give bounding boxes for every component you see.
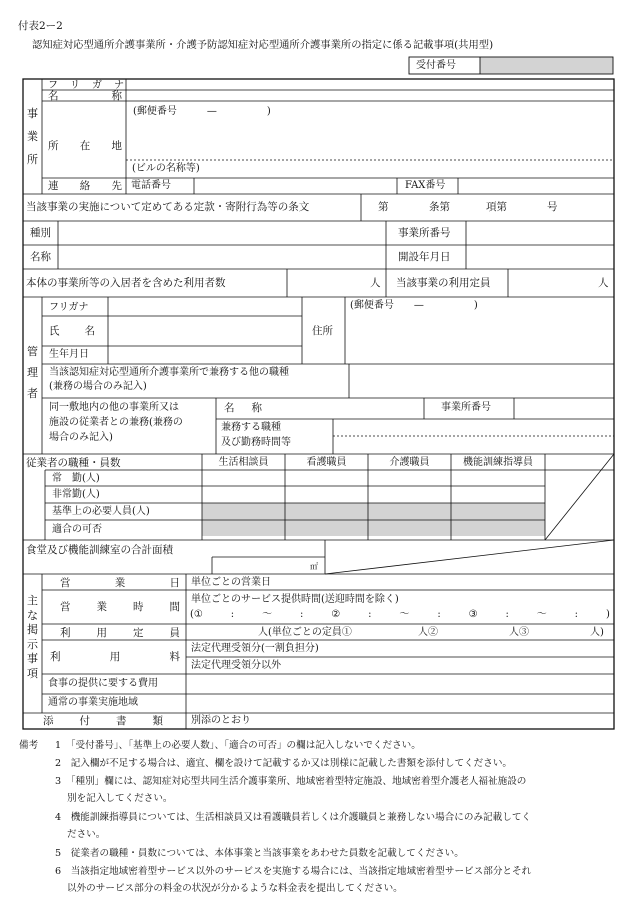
shubetsu-label: 種別: [30, 227, 51, 239]
kitei-jo: 条第: [429, 201, 450, 213]
fax-label: FAX番号: [405, 180, 446, 191]
ryokin-value-1: 法定代理受領分(一割負担分): [191, 643, 319, 654]
note-2: 2 記入欄が不足する場合は、適宜、欄を設けて記載するか又は別様に記載した書類を添付してください。: [55, 758, 513, 769]
kanrisha-birthdate-label: 生年月日: [49, 349, 89, 360]
area-unit: ㎡: [310, 562, 318, 571]
eigyo-jikan-label: 営 業 時 間: [60, 601, 180, 613]
kitei-label: 当該事業の実施について定めてある定款・寄附行為等の条文: [26, 201, 310, 213]
kanrisha-concurrent-2-line2: 施設の従業者との兼務(兼務の: [49, 417, 183, 428]
jigyosho-contact-label: 連 絡 先: [48, 180, 122, 192]
eigyobi-label: 営 業 日: [60, 577, 180, 589]
kitei-go: 号: [547, 201, 558, 213]
kitei-ko: 項第: [486, 201, 507, 213]
shubetsu-name-label: 名称: [30, 251, 51, 263]
note-4-line1: 4 機能訓練指導員については、生活相談員又は看護職員若しくは介護職員と兼務しない場合にのみ記載してく: [55, 812, 532, 823]
receipt-label: 受付番号: [416, 60, 456, 71]
user-count-unit: 人: [370, 277, 381, 289]
user-count-label: 本体の事業所等の入居者を含めた利用者数: [26, 277, 226, 289]
attachments-label: 添 付 書 類: [43, 715, 163, 727]
teiin-value-2: 人②: [418, 627, 438, 638]
kitei-dai: 第: [378, 201, 389, 213]
staff-col-nurse: 看護職員: [306, 457, 347, 468]
area-label: 食堂及び機能訓練室の合計面積: [26, 544, 173, 556]
kanrisha-concurrent-2-line1: 同一敷地内の他の事業所又は: [49, 402, 179, 413]
other-job-line1: 兼務する職種: [221, 422, 281, 433]
note-1: 1 「受付番号」、「基準上の必要人数」、「適合の可否」の欄は記入しないでください。: [55, 740, 421, 751]
kanrisha-concurrent-1-line2: (兼務の場合のみ記入): [49, 381, 147, 392]
section-jigyosho-label: 事 業 所: [27, 107, 38, 166]
phone-label: 電話番号: [131, 180, 171, 191]
note-5: 5 従業者の職種・員数については、本体事業と当該事業をあわせた員数を記載してください。: [55, 848, 464, 859]
teiin-value-3: 人③: [509, 627, 529, 638]
shubetsu-office-no-label: 事業所番号: [398, 227, 451, 239]
section-kanrisha-label: 管 理 者: [27, 345, 38, 400]
staff-row-parttime: 非常勤(人): [52, 489, 100, 500]
staff-title: 従業者の職種・員数: [26, 457, 121, 469]
note-3-line1: 3 「種別」欄には、認知症対応型共同生活介護事業所、地域密着型特定施設、地域密着型介護老人福祉施設の: [55, 776, 527, 787]
kanrisha-address-label: 住所: [312, 325, 333, 337]
open-date-label: 開設年月日: [398, 251, 451, 263]
jigyosho-name-label: 名 称: [48, 90, 122, 102]
jigyosho-address-label: 所 在 地: [48, 140, 122, 152]
jigyosho-postal: (郵便番号 — ): [133, 106, 271, 117]
other-job-line2: 及び勤務時間等: [221, 437, 291, 448]
time-slots-row: (① : 〜 : ② : 〜 : ③ : 〜 : ): [190, 609, 610, 620]
eigyobi-value: 単位ごとの営業日: [191, 577, 271, 588]
ryokin-value-2: 法定代理受領分以外: [191, 660, 281, 671]
document-number: 付表2ー2: [18, 20, 63, 32]
eigyo-jikan-value: 単位ごとのサービス提供時間(送迎時間を除く): [191, 594, 399, 605]
note-3-line2: 別を記入してください。: [67, 793, 173, 804]
attachments-value: 別添のとおり: [191, 715, 251, 726]
ryokin-label: 利 用 料: [50, 651, 180, 663]
kanrisha-name-label: 氏 名: [49, 325, 95, 337]
capacity-unit: 人: [598, 277, 609, 289]
service-area-label: 通常の事業実施地域: [48, 697, 138, 708]
staff-col-caregiver: 介護職員: [389, 457, 430, 468]
teiin-value-1: 人(単位ごとの定員①: [258, 627, 352, 638]
staff-col-counselor: 生活相談員: [218, 457, 269, 468]
meal-cost-label: 食事の提供に要する費用: [48, 678, 158, 689]
jigyosho-building: (ビルの名称等): [132, 163, 200, 174]
document-title: 認知症対応型通所介護事業所・介護予防認知症対応型通所介護事業所の指定に係る記載事項(共用型): [32, 39, 494, 51]
section-main-label: 主 な 掲 示 事 項: [27, 594, 38, 680]
notes-label: 備考: [19, 740, 39, 751]
staff-col-trainer: 機能訓練指導員: [463, 457, 533, 468]
staff-row-required: 基準上の必要人員(人): [52, 506, 150, 517]
note-6-line2: 以外のサービス部分の料金の状況が分かるような料金表を提出してください。: [67, 883, 403, 894]
kanrisha-concurrent-1-line1: 当該認知症対応型通所介護事業所で兼務する他の職種: [49, 367, 289, 378]
note-4-line2: ださい。: [67, 829, 106, 840]
teiin-value-end: 人): [590, 627, 604, 638]
kanrisha-concurrent-2-line3: 場合のみ記入): [49, 432, 113, 443]
note-6-line1: 6 当該指定地域密着型サービス以外のサービスを実施する場合には、当該指定地域密着型サービス部分とそれ: [55, 866, 532, 877]
jigyosho-furigana-label: フ リ ガ ナ: [48, 80, 124, 91]
other-office-no-label: 事業所番号: [441, 402, 491, 413]
kanrisha-furigana-label: フリガナ: [49, 302, 89, 313]
kanrisha-postal: (郵便番号 — ): [350, 300, 478, 311]
staff-row-fulltime: 常 勤(人): [52, 473, 100, 484]
capacity-label: 当該事業の利用定員: [396, 277, 491, 289]
other-office-name-label: 名 称: [224, 402, 262, 414]
staff-row-compliance: 適合の可否: [52, 524, 102, 535]
teiin-label: 利 用 定 員: [60, 627, 180, 639]
